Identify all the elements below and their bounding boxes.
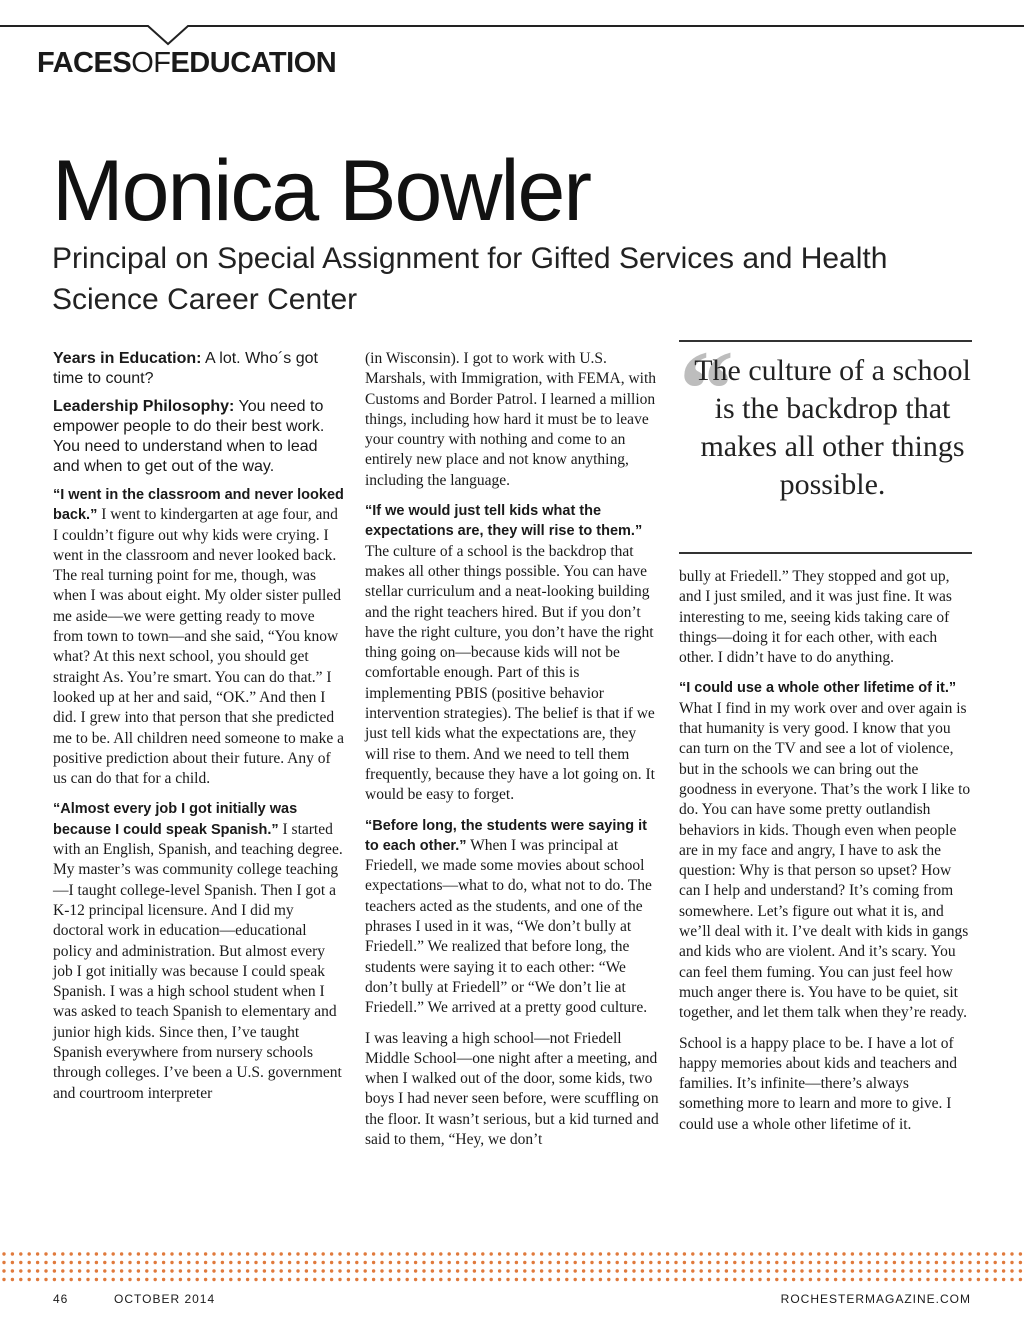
paragraph-text: What I find in my work over and over again is that humanity is very good. I know that you can turn on the TV and see a lot of violence, but in the schools we can bring out the goodness in everyone. That’s the work I like to do. You can have some pretty outlandish behaviors in kids. Though even when people are in my face and angry, I have to ask the question: Why is that person so upset? How can I help and understand? It’s coming from somewhere. Let’s figure out what it is, and we’ll deal with it. I’ve dealt with kids in gangs and kids who are violent. And it’s scary. You can feel them fuming. You can just feel how much anger there is. You have to be quiet, sit together, and let them talk when they’re ready.: [679, 699, 971, 1022]
years-value: A lot. Who´s got time to count?: [53, 350, 318, 387]
header-rule: [0, 0, 1024, 50]
section-lead: “Before long, the students were saying it to each other.”: [365, 817, 647, 854]
section-title: [37, 47, 336, 80]
page-number: 46: [53, 1292, 69, 1306]
paragraph: School is a happy place to be. I have a lot of happy memories about kids and teachers and families. It’s infinite—there’s always something more to learn and more to give. I could use a whole other lifetime of it.: [679, 1034, 958, 1133]
paragraph: I was leaving a high school—not Friedell Middle School—one night after a meeting, and when I walked out of the door, some kids, two boys I had never seen before, were scuffling on the floor. It wasn’t serious, but a kid turned and said to them, “Hey, we don’t: [365, 1029, 659, 1148]
article-column-2: [365, 349, 659, 1160]
leadership-philosophy: [53, 397, 345, 477]
dotted-divider: [0, 1250, 1024, 1284]
subtitle: Principal on Special Assignment for Gifted Services and Health Science Career Center: [52, 242, 888, 316]
issue-date: OCTOBER 2014: [114, 1292, 216, 1306]
philosophy-label: Leadership Philosophy:: [53, 398, 235, 415]
quote-mark-icon: “: [679, 328, 734, 450]
website: ROCHESTERMAGAZINE.COM: [780, 1292, 971, 1306]
years-label: Years in Education:: [53, 350, 202, 367]
pull-quote-text: The culture of a school is the backdrop that makes all other things possible.: [694, 354, 971, 501]
paragraph: [53, 485, 345, 789]
section-lead: “I could use a whole other lifetime of it.”: [679, 680, 957, 697]
section-title-faces: FACES: [37, 47, 132, 79]
paragraph: [365, 501, 659, 805]
section-title-education: EDUCATION: [170, 47, 337, 79]
page-title: Monica Bowler: [52, 143, 590, 239]
section-lead: “If we would just tell kids what the expectations are, they will rise to them.”: [365, 503, 643, 540]
paragraph-text: The culture of a school is the backdrop that makes all other things possible. You can have stellar curriculum and a neat-looking building and the right teachers hired. But if you don’t have the right culture, you don’t have the right thing going on—because kids will not be comfortable enough. Part of this is implementing PBIS (positive behavior intervention strategies). The belief is that if we just tell kids what the expectations are, they will rise to them. And we need to tell them frequently, because they have a lot going on. It would be easy to forget.: [365, 542, 655, 804]
section-lead: “I went in the classroom and never looked back.”: [53, 487, 344, 524]
article-column-1: [53, 349, 345, 1114]
paragraph: [53, 799, 345, 1103]
paragraph-text: I started with an English, Spanish, and teaching degree. My master’s was community college teaching—I taught college-level Spanish. Then I got a K-12 principal licensure. And I did my doctoral work in education—educational policy and administration. But almost every job I got initially was because I could speak Spanish. I was a high school student when I was asked to teach Spanish to elementary and junior high kids. Since then, I’ve taught Spanish everywhere from nursery schools through colleges. I’ve been a U.S. government and courtroom interpreter: [53, 820, 343, 1102]
pull-quote: [679, 328, 972, 554]
paragraph: [679, 678, 973, 1023]
paragraph: [365, 816, 659, 1019]
paragraph: (in Wisconsin). I got to work with U.S. Marshals, with Immigration, with FEMA, with Customs and Border Patrol. I learned a million things, including how hard it must be to leave your country with nothing and come to an entirely new place and not know anything, including the language.: [365, 350, 657, 489]
section-title-of: OF: [131, 47, 171, 79]
article-column-3: [679, 567, 973, 1145]
paragraph-text: When I was principal at Friedell, we made some movies about school expectations—what to do, what not to do. The teachers acted as the students, and one of the phrases I used in it was, “We don’t bully at Friedell.” We realized that before long, the students were saying it to each other: “We don’t bully at Friedell” or “We don’t lie at Friedell.” We arrived at a pretty good culture.: [365, 836, 652, 1017]
paragraph: bully at Friedell.” They stopped and got up, and I just smiled, and it was just fine. It was interesting to me, seeing kids taking care of things—doing it for each other, with each other. I didn’t have to do anything.: [679, 568, 952, 667]
years-in-education: [53, 349, 345, 389]
paragraph-text: I went to kindergarten at age four, and I couldn’t figure out why kids were crying. I went in the classroom and never looked back. The real turning point for me, though, was when I was about eight. My older sister pulled me aside—we were getting ready to move from town to town—and she said, “You know what? At this next school, you should get straight As. You’re smart. You can do that.” I looked up at her and said, “OK.” And then I did. I grew into that person that she predicted me to be. All children need someone to make a positive prediction about their future. Any of us can do that for a child.: [53, 506, 344, 788]
philosophy-value: You need to empower people to do their best work. You need to understand when to lead and when to get out of the way.: [53, 398, 325, 475]
section-lead: “Almost every job I got initially was because I could speak Spanish.”: [53, 801, 298, 838]
